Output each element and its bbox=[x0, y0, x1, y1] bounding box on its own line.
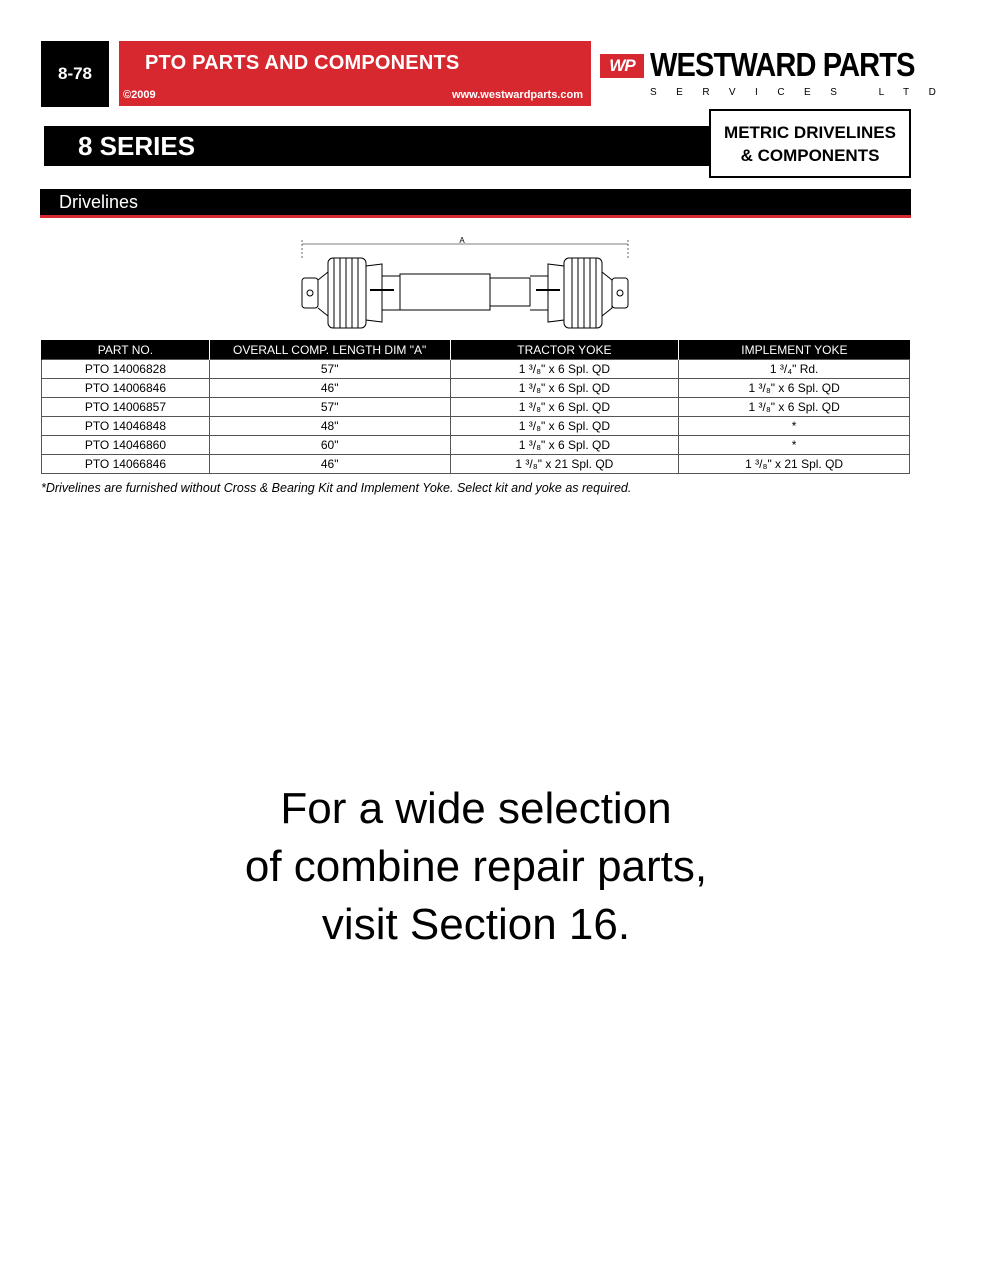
part-number: PTO 14006828 bbox=[42, 360, 210, 379]
implement-yoke: 1 ³/₈" x 21 Spl. QD bbox=[679, 455, 910, 474]
table-row bbox=[42, 379, 910, 398]
page-number: 8-78 bbox=[41, 41, 109, 107]
implement-yoke: * bbox=[679, 417, 910, 436]
length: 46" bbox=[209, 455, 450, 474]
company-logo bbox=[600, 46, 956, 102]
copyright: ©2009 bbox=[123, 89, 156, 101]
table-row bbox=[42, 398, 910, 417]
part-number: PTO 14006857 bbox=[42, 398, 210, 417]
tractor-yoke: 1 ³/₈" x 6 Spl. QD bbox=[450, 436, 679, 455]
category-box bbox=[709, 109, 911, 178]
implement-yoke: 1 ³/₈" x 6 Spl. QD bbox=[679, 379, 910, 398]
length: 57" bbox=[209, 398, 450, 417]
tractor-yoke: 1 ³/₈" x 6 Spl. QD bbox=[450, 360, 679, 379]
length: 57" bbox=[209, 360, 450, 379]
banner-title: PTO PARTS AND COMPONENTS bbox=[145, 52, 460, 74]
table-row bbox=[42, 455, 910, 474]
category-line-2: & COMPONENTS bbox=[740, 145, 880, 165]
promo-line-2: of combine repair parts, bbox=[244, 842, 708, 891]
implement-yoke: * bbox=[679, 436, 910, 455]
length: 46" bbox=[209, 379, 450, 398]
logo-name: WESTWARD PARTS bbox=[650, 46, 915, 83]
length: 48" bbox=[209, 417, 450, 436]
category-line-1: METRIC DRIVELINES bbox=[724, 122, 896, 142]
tractor-yoke: 1 ³/₈" x 6 Spl. QD bbox=[450, 379, 679, 398]
parts-table bbox=[41, 340, 910, 474]
promo-line-1: For a wide selection bbox=[280, 784, 672, 833]
header-part-no: PART NO. bbox=[42, 340, 210, 360]
part-number: PTO 14046848 bbox=[42, 417, 210, 436]
table-row bbox=[42, 360, 910, 379]
website-link[interactable]: www.westwardparts.com bbox=[451, 89, 583, 101]
series-title-bar bbox=[44, 126, 710, 166]
part-number: PTO 14046860 bbox=[42, 436, 210, 455]
series-title: 8 SERIES bbox=[78, 130, 196, 161]
logo-mark: WP bbox=[600, 54, 644, 78]
tractor-yoke: 1 ³/₈" x 6 Spl. QD bbox=[450, 417, 679, 436]
table-header-row bbox=[42, 340, 910, 360]
tractor-yoke: 1 ³/₈" x 21 Spl. QD bbox=[450, 455, 679, 474]
table-row bbox=[42, 417, 910, 436]
tractor-yoke: 1 ³/₈" x 6 Spl. QD bbox=[450, 398, 679, 417]
header-implement-yoke: IMPLEMENT YOKE bbox=[679, 340, 910, 360]
category-banner bbox=[119, 41, 591, 106]
table-row bbox=[42, 436, 910, 455]
dimension-label: A bbox=[459, 236, 465, 245]
part-number: PTO 14066846 bbox=[42, 455, 210, 474]
implement-yoke: 1 ³/₈" x 6 Spl. QD bbox=[679, 398, 910, 417]
implement-yoke: 1 ³/₄" Rd. bbox=[679, 360, 910, 379]
driveline-diagram bbox=[290, 236, 640, 336]
length: 60" bbox=[209, 436, 450, 455]
section-title-bar bbox=[40, 189, 911, 218]
promo-line-3: visit Section 16. bbox=[321, 900, 631, 949]
part-number: PTO 14006846 bbox=[42, 379, 210, 398]
section-title: Drivelines bbox=[59, 191, 139, 212]
footnote: *Drivelines are furnished without Cross & Bearing Kit and Implement Yoke. Select kit and yoke as required. bbox=[41, 481, 632, 495]
promo-text bbox=[0, 780, 952, 954]
logo-subtitle: SERVICES LTD bbox=[650, 87, 956, 98]
header-length: OVERALL COMP. LENGTH DIM "A" bbox=[209, 340, 450, 360]
header-tractor-yoke: TRACTOR YOKE bbox=[450, 340, 679, 360]
